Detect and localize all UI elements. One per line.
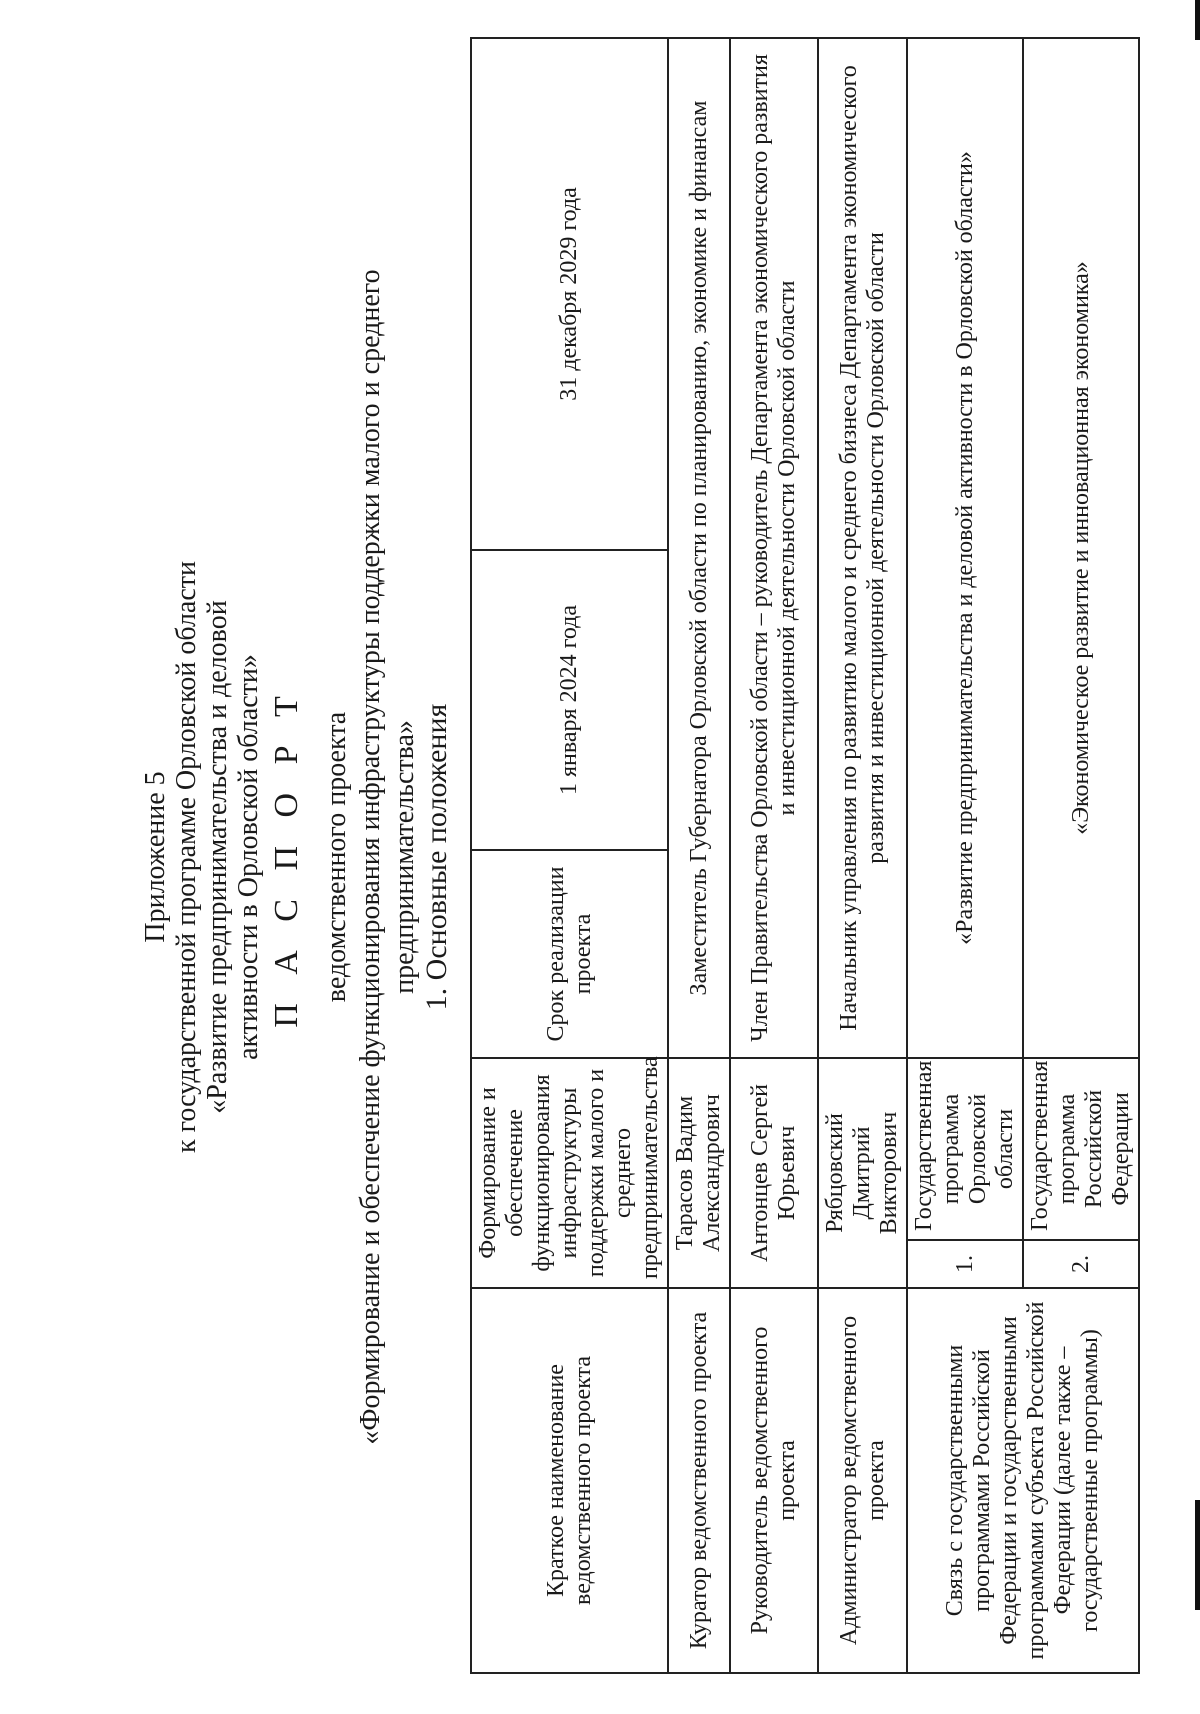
table-row-program-1 bbox=[907, 38, 1023, 1673]
cell-person-name: Антонцев Сергей Юрьевич bbox=[730, 1058, 818, 1288]
appendix-line-3: «Развитие предпринимательства и деловой bbox=[202, 600, 233, 1114]
appendix-header bbox=[140, 0, 264, 1714]
passport-subtitle-line-1: ведомственного проекта bbox=[321, 711, 352, 1003]
cell-program-type: Государственная программа Российской Федерации bbox=[1023, 1058, 1139, 1240]
cell-program-type: Государственная программа Орловской области bbox=[907, 1058, 1023, 1240]
appendix-line-4: активности в Орловской области» bbox=[233, 654, 264, 1060]
cell-end-date: 31 декабря 2029 года bbox=[471, 38, 668, 550]
cell-label: Связь с государственными программами Российской Федерации и государственными программами субъекта Российской Федерации (далее также – государственные программы) bbox=[907, 1288, 1139, 1673]
cell-start-date: 1 января 2024 года bbox=[471, 550, 668, 850]
cell-label: Администратор ведомственного проекта bbox=[818, 1288, 907, 1673]
cell-project-name: Формирование и обеспечение функционирования инфраструктуры поддержки малого и среднего предпринимательства bbox=[471, 1058, 668, 1288]
cell-label: Руководитель ведомственного проекта bbox=[730, 1288, 818, 1673]
scan-edge-mark bbox=[1195, 0, 1200, 40]
scan-edge-mark bbox=[1195, 1500, 1200, 1610]
cell-number: 2. bbox=[1023, 1240, 1139, 1288]
cell-program-name: «Развитие предпринимательства и деловой активности в Орловской области» bbox=[907, 38, 1023, 1058]
cell-label: Краткое наименование ведомственного проекта bbox=[471, 1288, 668, 1673]
table-row-administrator bbox=[818, 38, 907, 1673]
passport-subtitle bbox=[320, 0, 422, 1714]
cell-position: Заместитель Губернатора Орловской области по планированию, экономике и финансам bbox=[668, 38, 730, 1058]
table-row-short-name bbox=[471, 38, 668, 1673]
appendix-line-2: к государственной программе Орловской области bbox=[171, 561, 202, 1153]
cell-label: Куратор ведомственного проекта bbox=[668, 1288, 730, 1673]
passport-title: П А С П О Р Т bbox=[268, 686, 305, 1028]
appendix-line-1: Приложение 5 bbox=[140, 771, 171, 943]
cell-person-name: Рябцовский Дмитрий Викторович bbox=[818, 1058, 907, 1288]
main-provisions-table bbox=[470, 37, 1140, 1674]
cell-program-name: «Экономическое развитие и инновационная экономика» bbox=[1023, 38, 1139, 1058]
cell-term-label: Срок реализации проекта bbox=[471, 850, 668, 1058]
passport-subtitle-line-2: «Формирование и обеспечение функционирования инфраструктуры поддержки малого и среднего bbox=[355, 269, 386, 1445]
section-title: 1. Основные положения bbox=[420, 703, 453, 1011]
cell-person-name: Тарасов Вадим Александрович bbox=[668, 1058, 730, 1288]
cell-position: Член Правительства Орловской области – руководитель Департамента экономического развития и инвестиционной деятельности Орловской области bbox=[730, 38, 818, 1058]
cell-number: 1. bbox=[907, 1240, 1023, 1288]
table-row-curator bbox=[668, 38, 730, 1673]
table-row-head bbox=[730, 38, 818, 1673]
passport-subtitle-line-3: предпринимательства» bbox=[389, 720, 420, 994]
cell-position: Начальник управления по развитию малого и среднего бизнеса Департамента экономического развития и инвестиционной деятельности Орловской области bbox=[818, 38, 907, 1058]
